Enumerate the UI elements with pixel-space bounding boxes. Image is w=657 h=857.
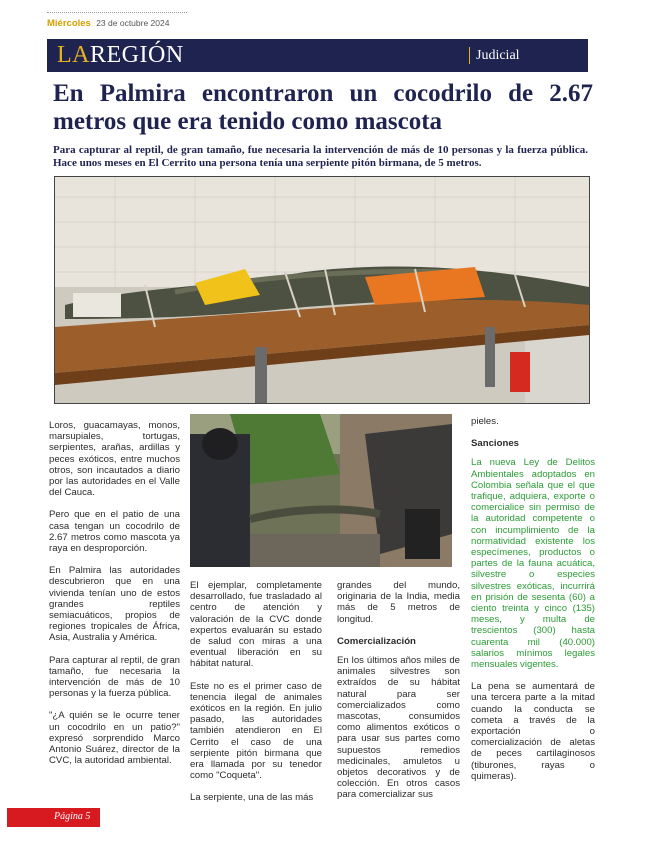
paragraph: El ejemplar, completamente desarrollado, fue trasladado al centro de atención y valoración de la CVC donde expertos evaluarán su estado de salud con miras a una eventual liberación en su hábitat natural. [190, 580, 322, 670]
page-number: Página 5 [54, 811, 91, 822]
patio-photo [190, 414, 452, 567]
subheading-comercializacion: Comercialización [337, 635, 416, 647]
paragraph: En Palmira las autoridades descubrieron que en una vivienda tenían uno de estos grandes reptiles semiacuáticos, propios de regiones tropicales de África, Asia, Australia y América. [49, 565, 180, 644]
issue-day: Miércoles [47, 18, 91, 29]
highlighted-paragraph: La nueva Ley de Delitos Ambientales adoptados en Colombia señala que el que trafique, adquiera, exporte o comercialice sin permiso de la autoridad competente o con incumplimiento de la normatividad existente los especímenes, productos o partes de la fauna acuática, silvestre o especies silvestres exóticas, incurrirá en prisión de sesenta (60) a ciento treinta y cinco (135) meses, y multa de trescientos (300) hasta cuarenta mil (40.000) salarios mínimos legales mensuales vigentes. [471, 457, 595, 671]
column-4 [471, 416, 595, 793]
paragraph: Este no es el primer caso de tenencia ilegal de animales exóticos en la región. En julio pasado, las autoridades también atendieron en El Cerrito el caso de una serpiente pitón birmana que era llamada por su tenedor como "Coqueta". [190, 680, 322, 782]
dateline [47, 18, 169, 29]
column-1 [49, 420, 180, 777]
paragraph: En los últimos años miles de animales silvestres son extraídos de su hábitat natural para ser comercializados como mascotas, consumidos como alimentos exóticos o para usar sus partes como supuestos remedios medicinales, amuletos u objetos decorativos y de colección. En otros casos para comercializar sus [337, 655, 460, 801]
paragraph: Para capturar al reptil, de gran tamaño, fue necesaria la intervención de más de 10 personas y la fuerza pública. [49, 654, 180, 700]
paragraph: pieles. [471, 416, 499, 427]
page-number-tab [7, 808, 100, 827]
column-2 [190, 580, 322, 815]
article-headline: En Palmira encontraron un cocodrilo de 2.67 metros que era tenido como mascota [53, 80, 593, 135]
newspaper-logo: LAREGIÓN [57, 42, 184, 68]
masthead [47, 39, 588, 72]
issue-date: 23 de octubre 2024 [96, 18, 170, 28]
crocodile-photo [54, 176, 590, 404]
paragraph: grandes del mundo, originaria de la India, media más de 5 metros de longitud. [337, 580, 460, 625]
paragraph: Loros, guacamayas, monos, marsupiales, tortugas, serpientes, arañas, ardillas y peces exóticos, entre muchos otros, son incautados a diario por las autoridades en el Valle del Cauca. [49, 420, 180, 499]
subheading-sanciones: Sanciones [471, 438, 519, 450]
paragraph: Pero que en el patio de una casa tengan un cocodrilo de 2.67 metros como mascota ya raya en desproporción. [49, 509, 180, 555]
paragraph: La pena se aumentará de una tercera parte a la mitad cuando la conducta se cometa a través de la exportación o comercialización de aletas de peces cartilaginosos (tiburones, rayas o quimeras). [471, 681, 595, 782]
column-3 [337, 580, 460, 812]
header-rule [47, 12, 187, 17]
paragraph: La serpiente, una de las más [190, 792, 314, 804]
section-label: Judicial [469, 47, 520, 64]
article-lede: Para capturar al reptil, de gran tamaño, fue necesaria la intervención de más de 10 personas y la fuerza pública. Hace unos meses en El Cerrito una persona tenía una serpiente pitón birmana, de 5 metros. [53, 144, 588, 169]
paragraph: "¿A quién se le ocurre tener un cocodrilo en un patio?" expresó sorprendido Marco Antonio Suárez, director de la CVC, la autoridad ambiental. [49, 710, 180, 767]
